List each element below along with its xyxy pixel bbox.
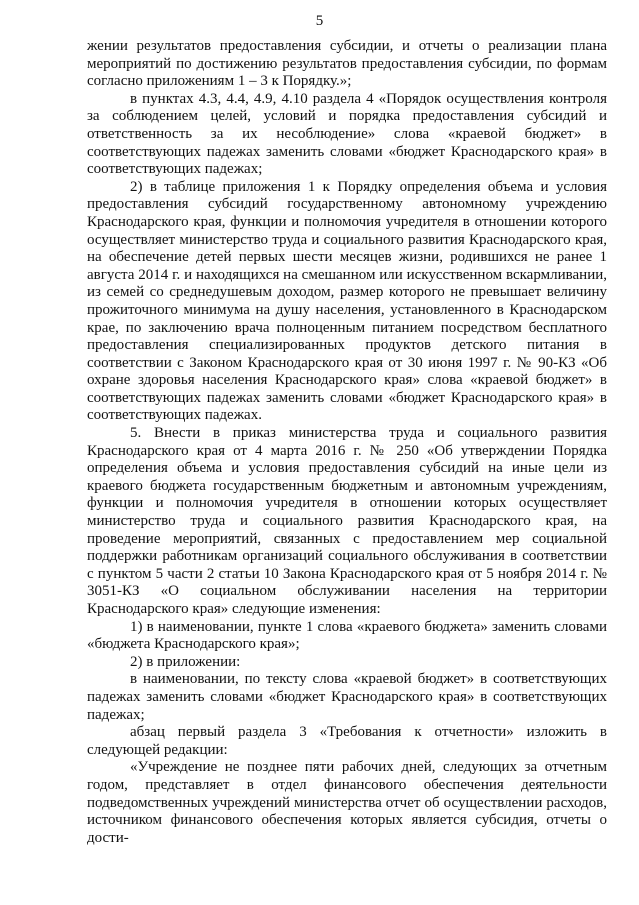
page-number: 5: [315, 13, 324, 29]
paragraph-1: жении результатов предоставления субсидии, и отчеты о реализации плана мероприятий по достижению результатов предоставления субсидии, по формам согласно приложениям 1 – 3 к Порядку.»;: [87, 38, 607, 90]
paragraph-3: 2) в таблице приложения 1 к Порядку определения объема и условия предоставления субсидий государственному автономному учреждению Краснодарского края, функции и полномочия учредителя в отношении которого осуществляет министерство труда и социального развития Краснодарского края, на обеспечение детей первых шести месяцев жизни, родившихся не ранее 1 августа 2014 г. и находящихся на смешанном или искусственном вскармливании, из семей со среднедушевым доходом, размер которого не превышает величину прожиточного минимума на душу населения, установленного в Краснодарском крае, по заключению врача полноценным питанием посредством бесплатного предоставления специализированных продуктов детского питания в соответствии с Законом Краснодарского края от 30 июня 1997 г. № 90-КЗ «Об охране здоровья населения Краснодарского края» слова «краевой бюджет» в соответствующих падежах заменить словами «бюджет Краснодарского края» в соответствующих падежах.: [87, 178, 607, 424]
paragraph-6: 2) в приложении:: [130, 653, 241, 670]
paragraph-9: «Учреждение не позднее пяти рабочих дней, следующих за отчетным годом, представляет в отдел финансового обеспечения деятельности подведомственных учреждений министерства отчет об осуществлении расходов, источником финансового обеспечения которых является субсидия, отчеты о дости-: [87, 759, 607, 846]
document-body: [87, 38, 607, 847]
paragraph-7: в наименовании, по тексту слова «краевой бюджет» в соответствующих падежах заменить словами «бюджет Краснодарского края» в соответствующих падежах;: [87, 671, 607, 723]
paragraph-4: 5. Внести в приказ министерства труда и социального развития Краснодарского края от 4 марта 2016 г. № 250 «Об утверждении Порядка определения объема и условия предоставления субсидий на иные цели из краевого бюджета государственным бюджетным и автономным учреждениям, функции и полномочия учредителя в отношении которых осуществляет министерство труда и социального развития Краснодарского края, на проведение мероприятий, связанных с предоставлением мер социальной поддержки работникам организаций социального обслуживания в соответствии с пунктом 5 части 2 статьи 10 Закона Краснодарского края от 5 ноября 2014 г. № 3051-КЗ «О социальном обслуживании населения на территории Краснодарского края» следующие изменения:: [87, 425, 607, 617]
paragraph-5: 1) в наименовании, пункте 1 слова «краевого бюджета» заменить словами «бюджета Краснодарского края»;: [87, 618, 607, 653]
paragraph-8: абзац первый раздела 3 «Требования к отчетности» изложить в следующей редакции:: [87, 724, 607, 758]
paragraph-2: в пунктах 4.3, 4.4, 4.9, 4.10 раздела 4 «Порядок осуществления контроля за соблюдением целей, условий и порядка предоставления субсидий и ответственность за их несоблюдение» слова «краевой бюджет» в соответствующих падежах заменить словами «бюджет Краснодарского края» в соответствующих падежах;: [87, 90, 607, 178]
